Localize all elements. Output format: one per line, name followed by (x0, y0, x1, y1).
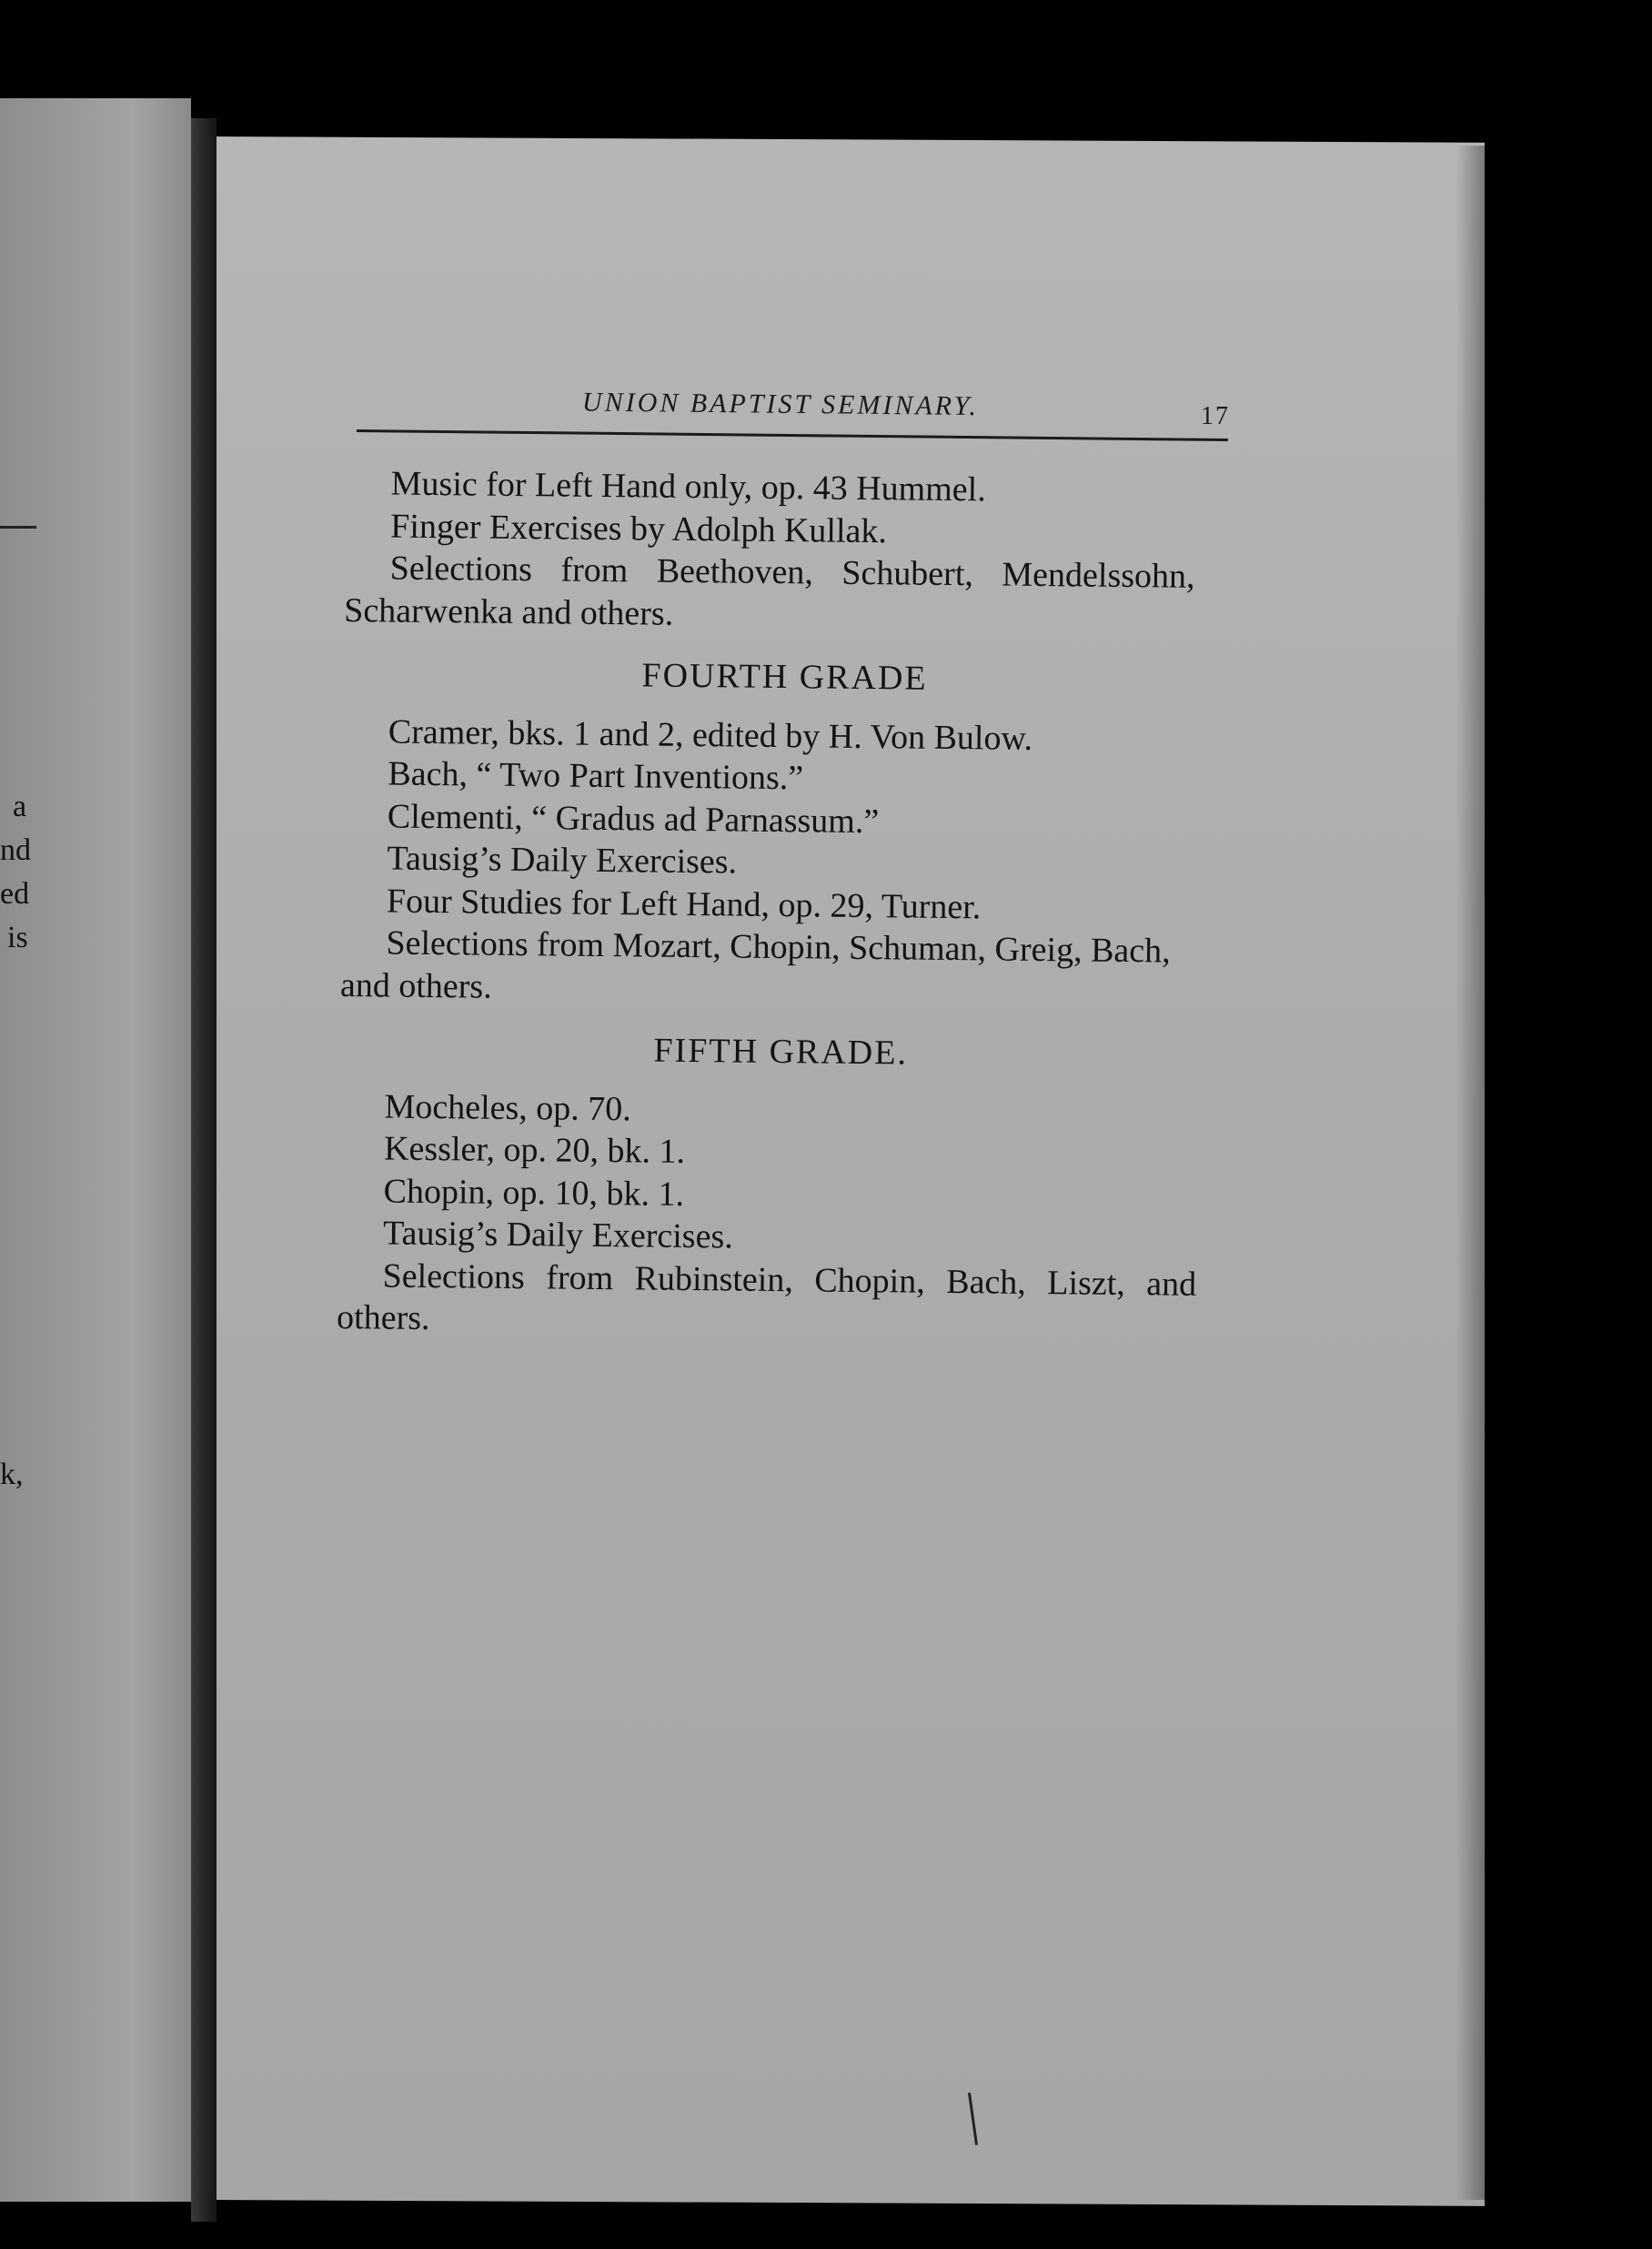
list-item: Clementi, “ Gradus ad Parnassum.” (387, 797, 880, 841)
page-edge-shadow (1456, 146, 1486, 2200)
list-item: Selections from Mozart, Chopin, Schuman, Greig, Bach, (386, 923, 1171, 971)
section-fifth-grade (337, 1026, 1223, 1348)
list-item: Chopin, op. 10, bk. 1. (383, 1171, 685, 1214)
list-item-continuation: others. (336, 1297, 430, 1338)
list-item: Bach, “ Two Part Inventions.” (388, 754, 804, 798)
list-item: Music for Left Hand only, op. 43 Hummel. (390, 464, 986, 509)
section-fourth-grade (340, 651, 1226, 1015)
page-body (337, 462, 1228, 1348)
list-item: Four Studies for Left Hand, op. 29, Turner. (386, 881, 982, 926)
list-item: Tausig’s Daily Exercises. (382, 1214, 733, 1256)
section-heading: FOURTH GRADE (641, 656, 928, 698)
previous-page-fragment: a (13, 790, 27, 823)
previous-page-fragment: is (7, 921, 28, 954)
list-item: Mocheles, op. 70. (384, 1086, 632, 1128)
list-item-continuation: and others. (339, 965, 492, 1006)
list-item: Cramer, bks. 1 and 2, edited by H. Von Bulow. (388, 712, 1033, 758)
list-item: Finger Exercises by Adolph Kullak. (390, 507, 888, 550)
section-heading: FIFTH GRADE. (653, 1031, 909, 1073)
previous-page-sliver (0, 98, 191, 2202)
previous-page-fragment: ed (0, 877, 30, 911)
list-item-continuation: Scharwenka and others. (344, 590, 674, 633)
book-gutter (191, 118, 217, 2222)
running-head: UNION BAPTIST SEMINARY. (581, 387, 980, 422)
list-item: Selections from Beethoven, Schubert, Mendelssohn, (389, 549, 1195, 596)
section-third-grade-continued (344, 462, 1228, 640)
previous-page-fragment: k, (0, 1457, 24, 1491)
list-item: Tausig’s Daily Exercises. (387, 839, 738, 882)
previous-page-fragment: nd (0, 833, 31, 867)
page-number: 17 (1201, 402, 1230, 430)
list-item: Kessler, op. 20, bk. 1. (383, 1129, 686, 1171)
previous-page-rule (0, 526, 36, 529)
list-item: Selections from Rubinstein, Chopin, Bach, Liszt, and (382, 1256, 1197, 1304)
